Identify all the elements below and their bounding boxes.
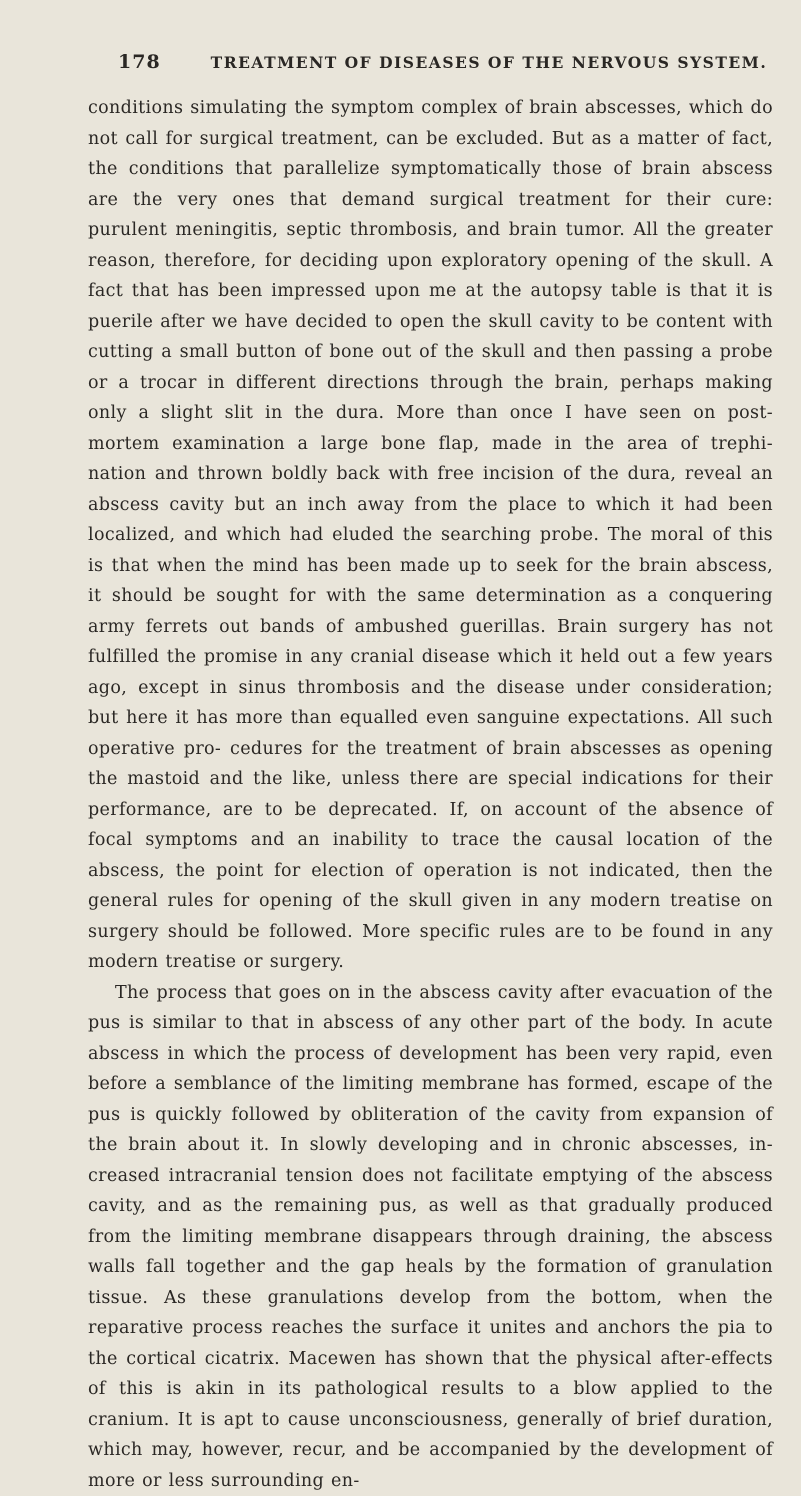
page-number: 178 <box>118 51 161 73</box>
running-head <box>118 51 773 81</box>
paragraph-1: conditions simulating the symptom complex of brain abscesses, which do not call for surgical treatment, can be excluded. But as a matter of fact, the conditions that parallelize symptomatically those of brain abscess are the very ones that demand surgical treatment for their cure: purulent meningitis, septic thrombosis, and brain tumor. All the greater reason, therefore, for deciding upon exploratory opening of the skull. A fact that has been impressed upon me at the autopsy table is that it is puerile after we have decided to open the skull cavity to be content with cutting a small button of bone out of the skull and then passing a probe or a trocar in different directions through the brain, perhaps making only a slight slit in the dura. More than once I have seen on post-mortem examination a large bone flap, made in the area of trephi- nation and thrown boldly back with free incision of the dura, reveal an abscess cavity but an inch away from the place to which it had been localized, and which had eluded the searching probe. The moral of this is that when the mind has been made up to seek for the brain abscess, it should be sought for with the same determination as a conquering army ferrets out bands of ambushed guerillas. Brain surgery has not fulfilled the promise in any cranial disease which it held out a few years ago, except in sinus thrombosis and the disease under consideration; but here it has more than equalled even sanguine expectations. All such operative pro- cedures for the treatment of brain abscesses as opening the mastoid and the like, unless there are special indications for their performance, are to be deprecated. If, on account of the absence of focal symptoms and an inability to trace the causal location of the abscess, the point for election of operation is not indicated, then the general rules for opening of the skull given in any modern treatise on surgery should be followed. More specific rules are to be found in any modern treatise or surgery. <box>88 93 773 978</box>
running-title: TREATMENT OF DISEASES OF THE NERVOUS SYSTEM. <box>211 53 768 72</box>
paragraph-2: The process that goes on in the abscess cavity after evacuation of the pus is similar to that in abscess of any other part of the body. In acute abscess in which the process of development has been very rapid, even before a semblance of the limiting membrane has formed, escape of the pus is quickly followed by obliteration of the cavity from expansion of the brain about it. In slowly developing and in chronic abscesses, in- creased intracranial tension does not facilitate emptying of the abscess cavity, and as the remaining pus, as well as that gradually produced from the limiting membrane disappears through draining, the abscess walls fall together and the gap heals by the formation of granulation tissue. As these granulations develop from the bottom, when the reparative process reaches the surface it unites and anchors the pia to the cortical cicatrix. Macewen has shown that the physical after-effects of this is akin in its pathological results to a blow applied to the cranium. It is apt to cause unconsciousness, generally of brief duration, which may, however, recur, and be accompanied by the development of more or less surrounding en- <box>88 978 773 1496</box>
body-text <box>88 93 773 1496</box>
